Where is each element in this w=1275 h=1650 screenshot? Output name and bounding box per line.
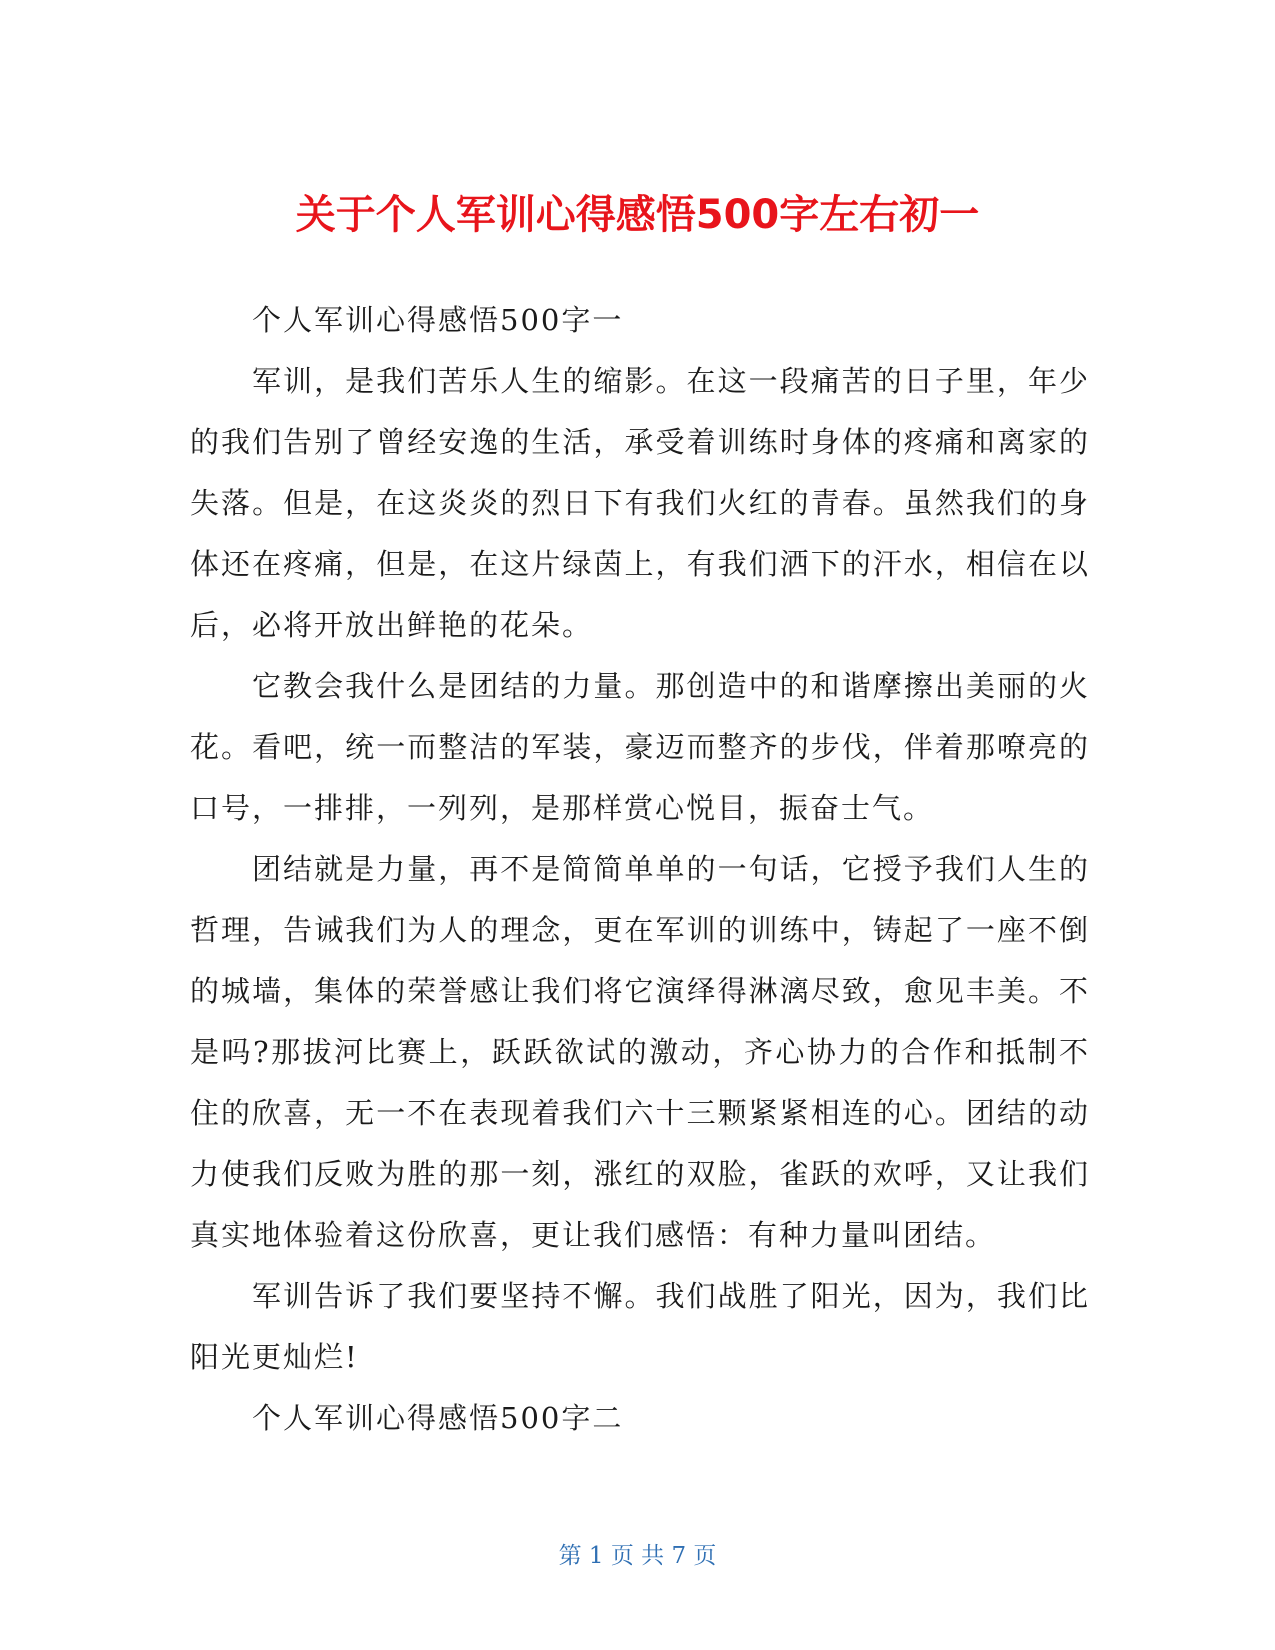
section-heading-1: 个人军训心得感悟500字一	[252, 303, 624, 337]
document-title: 关于个人军训心得感悟500字左右初一	[295, 191, 980, 238]
page-number-footer: 第 1 页 共 7 页	[558, 1543, 717, 1569]
body-paragraph: 它教会我什么是团结的力量。那创造中的和谐摩擦出美丽的火花。看吧，统一而整洁的军装，豪迈而整齐的步伐，伴着那嘹亮的口号，一排排，一列列，是那样赏心悦目，振奋士气。	[190, 669, 1090, 825]
body-paragraph: 团结就是力量，再不是简简单单的一句话，它授予我们人生的哲理，告诫我们为人的理念，更在军训的训练中，铸起了一座不倒的城墙，集体的荣誉感让我们将它演绎得淋漓尽致，愈见丰美。不是吗?那拔河比赛上，跃跃欲试的激动，齐心协力的合作和抵制不住的欣喜，无一不在表现着我们六十三颗紧紧相连的心。团结的动力使我们反败为胜的那一刻，涨红的双脸，雀跃的欢呼，又让我们真实地体验着这份欣喜，更让我们感悟：有种力量叫团结。	[190, 852, 1090, 1252]
body-paragraph: 军训告诉了我们要坚持不懈。我们战胜了阳光，因为，我们比阳光更灿烂!	[190, 1279, 1090, 1374]
document-body	[190, 290, 1090, 1449]
body-paragraph: 军训，是我们苦乐人生的缩影。在这一段痛苦的日子里，年少的我们告别了曾经安逸的生活，承受着训练时身体的疼痛和离家的失落。但是，在这炎炎的烈日下有我们火红的青春。虽然我们的身体还在疼痛，但是，在这片绿茵上，有我们洒下的汗水，相信在以后，必将开放出鲜艳的花朵。	[190, 364, 1090, 642]
section-heading-2: 个人军训心得感悟500字二	[252, 1401, 624, 1435]
